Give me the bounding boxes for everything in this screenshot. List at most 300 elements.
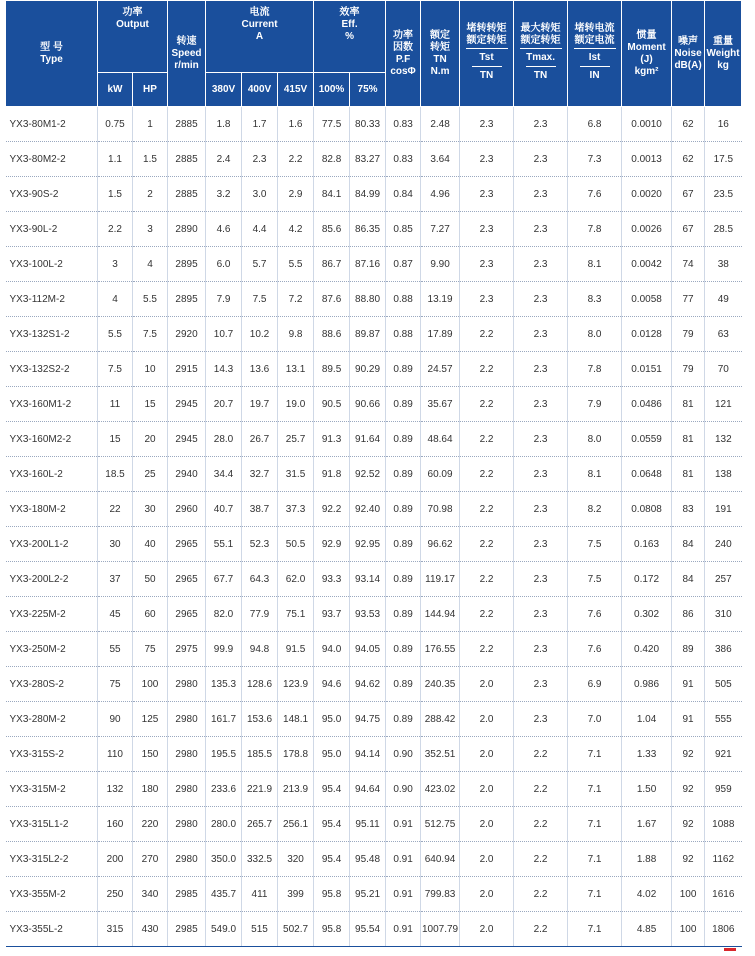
value-cell: 90.66 [350,387,386,422]
value-cell: 2965 [168,527,206,562]
value-cell: 93.7 [314,597,350,632]
value-cell: 0.91 [386,807,421,842]
model-cell: YX3-315S-2 [6,737,98,772]
value-cell: 435.7 [206,877,242,912]
value-cell: 7.8 [568,212,622,247]
value-cell: 15 [98,422,133,457]
value-cell: 10 [133,352,168,387]
value-cell: 0.89 [386,527,421,562]
value-cell: 2.2 [514,912,568,947]
model-cell: YX3-160M1-2 [6,387,98,422]
value-cell: 86.35 [350,212,386,247]
value-cell: 49 [705,282,742,317]
value-cell: 1.7 [242,107,278,142]
value-cell: 2.2 [460,317,514,352]
value-cell: 8.3 [568,282,622,317]
value-cell: 2.3 [514,632,568,667]
value-cell: 265.7 [242,807,278,842]
value-cell: 0.420 [622,632,672,667]
value-cell: 7.5 [98,352,133,387]
value-cell: 0.83 [386,142,421,177]
value-cell: 1.6 [278,107,314,142]
value-cell: 2.2 [460,387,514,422]
value-cell: 90.5 [314,387,350,422]
value-cell: 92 [672,772,705,807]
value-cell: 332.5 [242,842,278,877]
value-cell: 7.0 [568,702,622,737]
value-cell: 90.29 [350,352,386,387]
value-cell: 55 [98,632,133,667]
model-cell: YX3-160L-2 [6,457,98,492]
value-cell: 95.8 [314,877,350,912]
value-cell: 7.1 [568,877,622,912]
value-cell: 386 [705,632,742,667]
value-cell: 0.91 [386,912,421,947]
value-cell: 86.7 [314,247,350,282]
value-cell: 180 [133,772,168,807]
value-cell: 100 [133,667,168,702]
value-cell: 93.53 [350,597,386,632]
value-cell: 7.27 [421,212,460,247]
table-row [6,212,742,247]
value-cell: 0.89 [386,597,421,632]
table-row [6,632,742,667]
value-cell: 411 [242,877,278,912]
value-cell: 62 [672,142,705,177]
value-cell: 161.7 [206,702,242,737]
value-cell: 7.1 [568,737,622,772]
value-cell: 512.75 [421,807,460,842]
value-cell: 64.3 [242,562,278,597]
value-cell: 250 [98,877,133,912]
col-noise: 噪声 Noise dB(A) [672,1,705,107]
value-cell: 4.85 [622,912,672,947]
value-cell: 1806 [705,912,742,947]
value-cell: 2.3 [514,597,568,632]
value-cell: 2920 [168,317,206,352]
value-cell: 60 [133,597,168,632]
table-row [6,352,742,387]
value-cell: 20.7 [206,387,242,422]
value-cell: 2.2 [514,877,568,912]
value-cell: 20 [133,422,168,457]
value-cell: 1088 [705,807,742,842]
value-cell: 17.89 [421,317,460,352]
value-cell: 8.0 [568,317,622,352]
value-cell: 5.7 [242,247,278,282]
value-cell: 0.0058 [622,282,672,317]
col-efficiency: 效率 Eff. % [314,1,386,73]
value-cell: 2.3 [514,492,568,527]
value-cell: 0.0020 [622,177,672,212]
value-cell: 8.1 [568,247,622,282]
value-cell: 99.9 [206,632,242,667]
value-cell: 2.0 [460,772,514,807]
value-cell: 1.04 [622,702,672,737]
value-cell: 2.3 [514,422,568,457]
value-cell: 0.0486 [622,387,672,422]
value-cell: 2.2 [514,807,568,842]
value-cell: 2.2 [514,842,568,877]
value-cell: 55.1 [206,527,242,562]
model-cell: YX3-180M-2 [6,492,98,527]
value-cell: 95.0 [314,737,350,772]
value-cell: 288.42 [421,702,460,737]
value-cell: 25 [133,457,168,492]
value-cell: 0.0151 [622,352,672,387]
value-cell: 19.7 [242,387,278,422]
value-cell: 0.91 [386,877,421,912]
value-cell: 5.5 [278,247,314,282]
value-cell: 0.0010 [622,107,672,142]
value-cell: 60.09 [421,457,460,492]
col-rated-torque: 额定 转矩 TN N.m [421,1,460,107]
value-cell: 10.2 [242,317,278,352]
value-cell: 62.0 [278,562,314,597]
value-cell: 100 [672,877,705,912]
value-cell: 6.9 [568,667,622,702]
col-type: 型 号 Type [6,1,98,107]
value-cell: 94.6 [314,667,350,702]
value-cell: 1007.79 [421,912,460,947]
value-cell: 13.19 [421,282,460,317]
value-cell: 95.11 [350,807,386,842]
value-cell: 7.1 [568,807,622,842]
value-cell: 1.8 [206,107,242,142]
value-cell: 67.7 [206,562,242,597]
value-cell: 7.6 [568,597,622,632]
table-row [6,737,742,772]
value-cell: 84 [672,562,705,597]
value-cell: 85.6 [314,212,350,247]
table-header [6,1,742,107]
value-cell: 399 [278,877,314,912]
value-cell: 2.2 [460,352,514,387]
value-cell: 13.1 [278,352,314,387]
value-cell: 70.98 [421,492,460,527]
value-cell: 95.4 [314,807,350,842]
value-cell: 2.3 [514,142,568,177]
value-cell: 14.3 [206,352,242,387]
value-cell: 132 [705,422,742,457]
value-cell: 0.89 [386,387,421,422]
col-380v: 380V [206,73,242,107]
value-cell: 2885 [168,142,206,177]
value-cell: 83 [672,492,705,527]
value-cell: 32.7 [242,457,278,492]
value-cell: 7.8 [568,352,622,387]
value-cell: 240.35 [421,667,460,702]
table-row [6,177,742,212]
value-cell: 2.3 [514,387,568,422]
value-cell: 5.5 [98,317,133,352]
value-cell: 19.0 [278,387,314,422]
value-cell: 3 [133,212,168,247]
value-cell: 0.85 [386,212,421,247]
value-cell: 2.3 [514,352,568,387]
value-cell: 7.9 [568,387,622,422]
value-cell: 48.64 [421,422,460,457]
value-cell: 4 [98,282,133,317]
value-cell: 95.54 [350,912,386,947]
value-cell: 2980 [168,842,206,877]
value-cell: 4.96 [421,177,460,212]
value-cell: 34.4 [206,457,242,492]
value-cell: 100 [672,912,705,947]
model-cell: YX3-315M-2 [6,772,98,807]
value-cell: 0.91 [386,842,421,877]
value-cell: 1.50 [622,772,672,807]
value-cell: 195.5 [206,737,242,772]
value-cell: 0.75 [98,107,133,142]
value-cell: 82.0 [206,597,242,632]
col-output: 功率 Output [98,1,168,73]
value-cell: 91.64 [350,422,386,457]
value-cell: 87.6 [314,282,350,317]
value-cell: 0.90 [386,737,421,772]
value-cell: 2.3 [514,702,568,737]
value-cell: 0.986 [622,667,672,702]
value-cell: 82.8 [314,142,350,177]
value-cell: 15 [133,387,168,422]
value-cell: 280.0 [206,807,242,842]
table-row [6,422,742,457]
value-cell: 92.95 [350,527,386,562]
table-row [6,282,742,317]
value-cell: 37.3 [278,492,314,527]
value-cell: 2.2 [460,632,514,667]
model-cell: YX3-315L2-2 [6,842,98,877]
value-cell: 94.62 [350,667,386,702]
value-cell: 2.0 [460,877,514,912]
col-max-torque: 最大转矩 额定转矩 Tmax. TN [514,1,568,107]
value-cell: 7.5 [568,562,622,597]
value-cell: 430 [133,912,168,947]
value-cell: 83.27 [350,142,386,177]
value-cell: 2.2 [98,212,133,247]
value-cell: 2.3 [514,212,568,247]
value-cell: 1.1 [98,142,133,177]
model-cell: YX3-160M2-2 [6,422,98,457]
value-cell: 0.84 [386,177,421,212]
value-cell: 2.9 [278,177,314,212]
value-cell: 191 [705,492,742,527]
value-cell: 2965 [168,597,206,632]
value-cell: 38 [705,247,742,282]
value-cell: 1162 [705,842,742,877]
value-cell: 0.0808 [622,492,672,527]
value-cell: 340 [133,877,168,912]
value-cell: 2.3 [514,667,568,702]
value-cell: 2.2 [278,142,314,177]
value-cell: 63 [705,317,742,352]
value-cell: 62 [672,107,705,142]
value-cell: 2.2 [460,422,514,457]
value-cell: 79 [672,352,705,387]
value-cell: 2.3 [460,247,514,282]
value-cell: 505 [705,667,742,702]
value-cell: 2895 [168,247,206,282]
value-cell: 3.2 [206,177,242,212]
model-cell: YX3-80M2-2 [6,142,98,177]
value-cell: 6.0 [206,247,242,282]
value-cell: 2.3 [514,457,568,492]
table-row [6,772,742,807]
value-cell: 91.3 [314,422,350,457]
value-cell: 94.75 [350,702,386,737]
value-cell: 160 [98,807,133,842]
value-cell: 92.2 [314,492,350,527]
red-page-mark [724,948,736,951]
value-cell: 37 [98,562,133,597]
value-cell: 95.8 [314,912,350,947]
model-cell: YX3-200L2-2 [6,562,98,597]
table-row [6,842,742,877]
value-cell: 220 [133,807,168,842]
value-cell: 95.4 [314,842,350,877]
model-cell: YX3-355M-2 [6,877,98,912]
table-row [6,492,742,527]
value-cell: 30 [98,527,133,562]
value-cell: 3.64 [421,142,460,177]
value-cell: 7.1 [568,912,622,947]
value-cell: 9.90 [421,247,460,282]
value-cell: 40.7 [206,492,242,527]
value-cell: 8.1 [568,457,622,492]
model-cell: YX3-250M-2 [6,632,98,667]
table-row [6,527,742,562]
value-cell: 67 [672,177,705,212]
value-cell: 40 [133,527,168,562]
value-cell: 2.2 [460,597,514,632]
value-cell: 91.8 [314,457,350,492]
value-cell: 92 [672,737,705,772]
table-row [6,107,742,142]
value-cell: 28.0 [206,422,242,457]
table-row [6,702,742,737]
value-cell: 0.87 [386,247,421,282]
table-row [6,457,742,492]
value-cell: 94.8 [242,632,278,667]
value-cell: 213.9 [278,772,314,807]
value-cell: 2960 [168,492,206,527]
value-cell: 959 [705,772,742,807]
value-cell: 3.0 [242,177,278,212]
value-cell: 31.5 [278,457,314,492]
value-cell: 315 [98,912,133,947]
value-cell: 0.0648 [622,457,672,492]
value-cell: 2.0 [460,667,514,702]
value-cell: 176.55 [421,632,460,667]
value-cell: 1.67 [622,807,672,842]
value-cell: 28.5 [705,212,742,247]
value-cell: 2885 [168,107,206,142]
value-cell: 3 [98,247,133,282]
value-cell: 7.5 [133,317,168,352]
value-cell: 125 [133,702,168,737]
value-cell: 2895 [168,282,206,317]
value-cell: 4 [133,247,168,282]
table-row [6,597,742,632]
value-cell: 0.89 [386,667,421,702]
value-cell: 2.3 [460,142,514,177]
value-cell: 150 [133,737,168,772]
value-cell: 0.163 [622,527,672,562]
value-cell: 121 [705,387,742,422]
value-cell: 75 [98,667,133,702]
value-cell: 200 [98,842,133,877]
value-cell: 2980 [168,702,206,737]
value-cell: 2.0 [460,912,514,947]
value-cell: 67 [672,212,705,247]
value-cell: 0.0026 [622,212,672,247]
model-cell: YX3-280S-2 [6,667,98,702]
value-cell: 4.6 [206,212,242,247]
value-cell: 2.3 [514,317,568,352]
value-cell: 2.3 [460,212,514,247]
value-cell: 84.1 [314,177,350,212]
col-locked-rotor-current: 堵转电流 额定电流 Ist IN [568,1,622,107]
value-cell: 0.0128 [622,317,672,352]
value-cell: 0.89 [386,562,421,597]
value-cell: 79 [672,317,705,352]
value-cell: 2.3 [514,282,568,317]
value-cell: 2885 [168,177,206,212]
value-cell: 93.3 [314,562,350,597]
value-cell: 2.2 [514,737,568,772]
col-speed: 转速 Speed r/min [168,1,206,107]
value-cell: 921 [705,737,742,772]
table-row [6,877,742,912]
value-cell: 92.52 [350,457,386,492]
value-cell: 13.6 [242,352,278,387]
col-power-factor: 功率 因数 P.F cosΦ [386,1,421,107]
model-cell: YX3-90L-2 [6,212,98,247]
value-cell: 18.5 [98,457,133,492]
value-cell: 7.1 [568,842,622,877]
value-cell: 135.3 [206,667,242,702]
col-current: 电流 Current A [206,1,314,73]
value-cell: 2.0 [460,842,514,877]
value-cell: 2985 [168,912,206,947]
value-cell: 1.5 [133,142,168,177]
value-cell: 91 [672,702,705,737]
value-cell: 96.62 [421,527,460,562]
value-cell: 26.7 [242,422,278,457]
value-cell: 0.88 [386,317,421,352]
col-415v: 415V [278,73,314,107]
value-cell: 95.48 [350,842,386,877]
value-cell: 7.3 [568,142,622,177]
value-cell: 77.5 [314,107,350,142]
value-cell: 81 [672,387,705,422]
value-cell: 9.8 [278,317,314,352]
value-cell: 4.02 [622,877,672,912]
value-cell: 7.6 [568,632,622,667]
value-cell: 50 [133,562,168,597]
value-cell: 2975 [168,632,206,667]
col-eff-75: 75% [350,73,386,107]
value-cell: 2.0 [460,702,514,737]
value-cell: 2.3 [514,247,568,282]
model-cell: YX3-280M-2 [6,702,98,737]
model-cell: YX3-132S1-2 [6,317,98,352]
value-cell: 8.0 [568,422,622,457]
table-row [6,317,742,352]
value-cell: 0.89 [386,352,421,387]
col-weight: 重量 Weight kg [705,1,742,107]
value-cell: 0.302 [622,597,672,632]
